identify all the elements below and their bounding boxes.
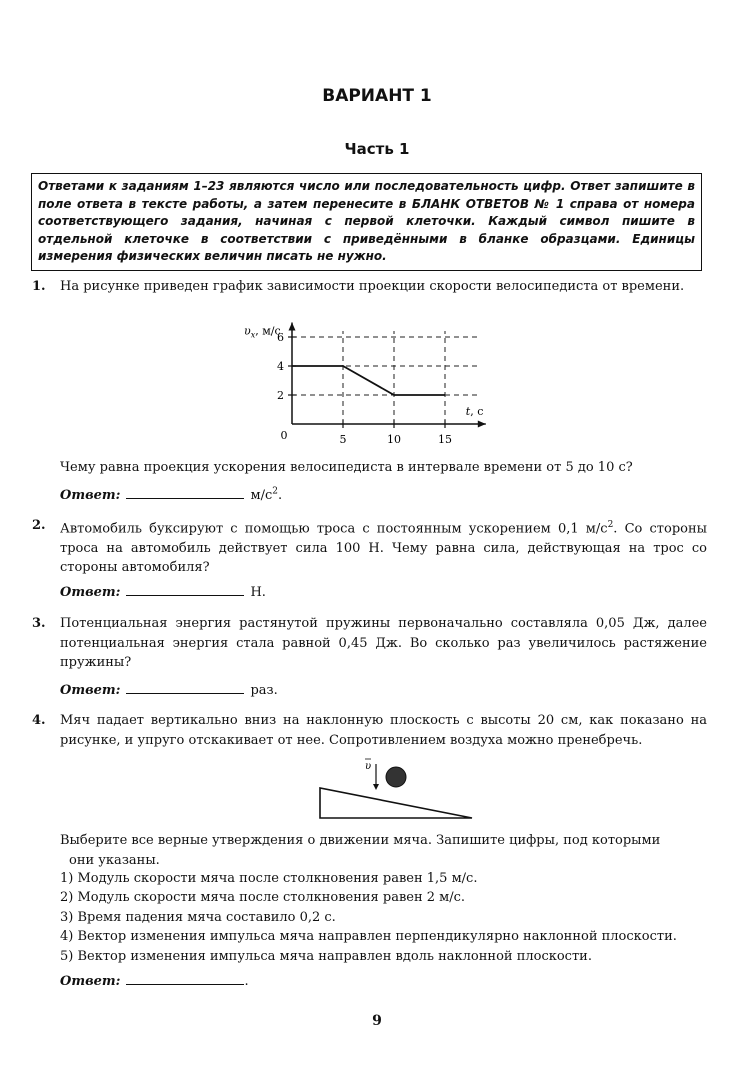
velocity-arrowhead	[373, 784, 379, 790]
question-number: 3.	[32, 616, 46, 631]
velocity-vector-label: υ	[365, 761, 372, 772]
x-axis-arrow	[478, 421, 486, 428]
answer-unit: .	[244, 974, 249, 989]
instructions-box: Ответами к заданиям 1–23 являются число или последовательность цифр. Ответ запишите в поле ответа в тексте работы, а затем перенесите в БЛАНК ОТВЕТОВ № 1 справа от номера соответствующего задания, начиная с первой клеточки. Каждый символ пишите в отдельной клеточке в соответствии с приведёнными в бланке образцами. Единицы измерения физических величин писать не нужно.	[31, 173, 702, 271]
chart-axes	[288, 323, 486, 429]
incline-figure	[316, 752, 476, 822]
x-axis-label: t, с	[465, 405, 484, 418]
x-tick-label: 5	[339, 433, 347, 446]
x-tick-label: 15	[438, 433, 452, 446]
question-text: Потенциальная энергия растянутой пружины первоначально составляла 0,05 Дж, далее потенциальная энергия стала равной 0,45 Дж. Во сколько раз увеличилось растяжение пружины?	[60, 616, 707, 670]
answer-row-1	[60, 485, 282, 503]
answer-unit: раз.	[250, 683, 278, 698]
answer-label: Ответ:	[60, 585, 121, 600]
question-1-prompt: Чему равна проекция ускорения велосипедиста в интервале времени от 5 до 10 с?	[60, 460, 633, 475]
page-number: 9	[372, 1013, 382, 1029]
question-text: Автомобиль буксируют с помощью троса с постоянным ускорением 0,1 $м/с^2$. Со стороны троса на автомобиль действует сила 100 Н. Чему равна сила, действующая на трос со стороны автомобиля?	[60, 520, 707, 576]
origin-label: 0	[280, 429, 288, 442]
inclined-plane	[320, 788, 472, 818]
velocity-chart	[230, 300, 510, 460]
answer-label: Ответ:	[60, 974, 121, 989]
option-item: 3) Время падения мяча составило 0,2 с.	[60, 909, 336, 925]
y-tick-label: 4	[277, 360, 284, 373]
y-axis-arrow	[289, 323, 296, 331]
question-number: 4.	[32, 713, 46, 728]
part-title: Часть 1	[344, 140, 410, 158]
answer-row-3	[60, 680, 278, 698]
answer-field-4[interactable]	[126, 971, 244, 985]
answer-row-2	[60, 582, 266, 600]
answer-label: Ответ:	[60, 488, 121, 503]
chart-labels	[244, 325, 483, 447]
answer-unit: Н.	[250, 585, 266, 600]
question-number: 2.	[32, 518, 46, 533]
answer-row-4	[60, 971, 249, 989]
option-item: 5) Вектор изменения импульса мяча направлен вдоль наклонной плоскости.	[60, 948, 592, 964]
y-tick-label: 6	[277, 331, 284, 344]
answer-unit: $м/с^2$.	[250, 486, 283, 503]
question-3	[32, 614, 707, 673]
x-tick-label: 10	[387, 433, 401, 446]
ball	[386, 767, 406, 787]
option-item: 1) Модуль скорости мяча после столкновения равен 1,5 м/с.	[60, 871, 478, 886]
question-1	[32, 277, 707, 297]
question-text: На рисунке приведен график зависимости проекции скорости велосипедиста от времени.	[60, 279, 685, 294]
answer-label: Ответ:	[60, 683, 121, 698]
option-item: 2) Модуль скорости мяча после столкновения равен 2 м/с.	[60, 890, 466, 906]
velocity-series-line	[292, 366, 445, 395]
answer-field-2[interactable]	[126, 582, 244, 596]
y-tick-label: 2	[277, 389, 284, 402]
chart-series	[292, 366, 445, 395]
option-item: 4) Вектор изменения импульса мяча направлен перпендикулярно наклонной плоскости.	[60, 929, 677, 945]
question-text: Мяч падает вертикально вниз на наклонную плоскость с высоты 20 см, как показано на рисунке, и упруго отскакивает от нее. Сопротивлением воздуха можно пренебречь.	[60, 713, 707, 748]
variant-title: ВАРИАНТ 1	[322, 86, 432, 106]
options-list	[60, 869, 677, 966]
chart-grid	[292, 331, 478, 424]
question-2	[32, 516, 707, 578]
question-4	[32, 711, 707, 750]
question-4-prompt: Выберите все верные утверждения о движении мяча. Запишите цифры, под которыми они указаны.	[60, 833, 661, 868]
question-number: 1.	[32, 279, 46, 294]
answer-field-1[interactable]	[126, 485, 244, 499]
y-axis-label: $\upsilon_x$, м/с	[244, 324, 281, 340]
answer-field-3[interactable]	[126, 680, 244, 694]
